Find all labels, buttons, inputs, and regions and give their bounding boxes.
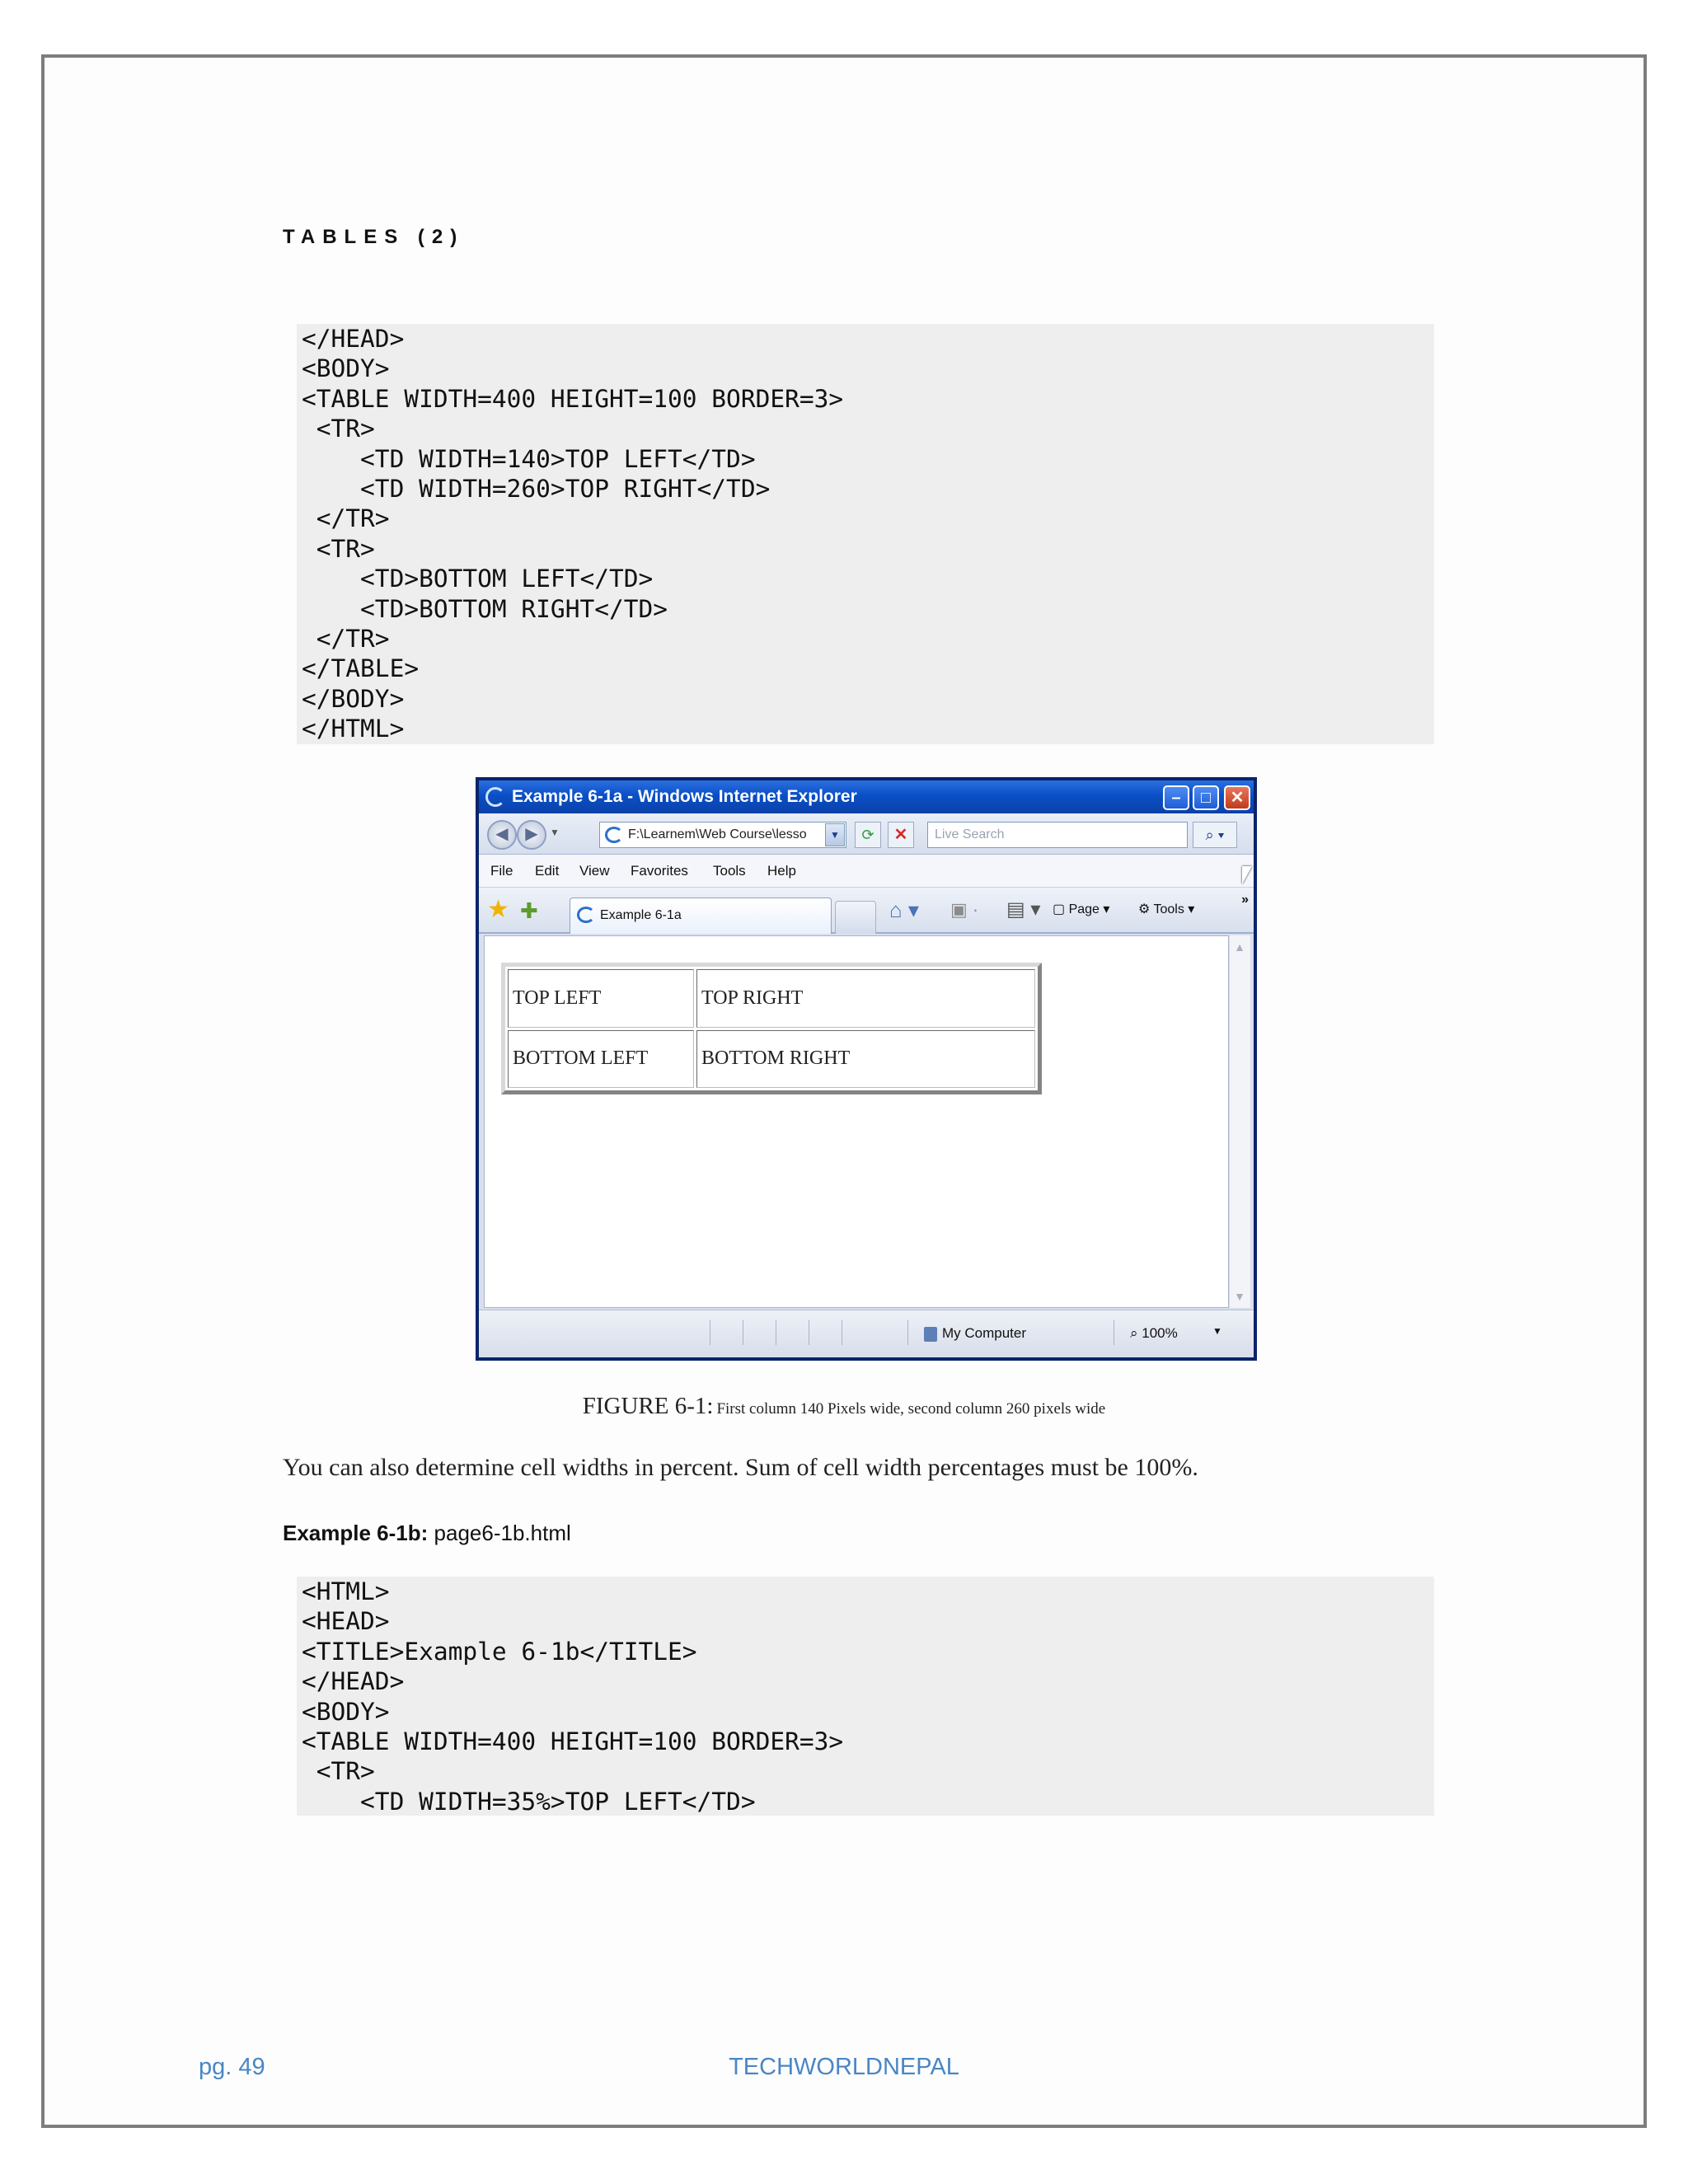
table-cell: TOP LEFT	[508, 969, 694, 1028]
ie-logo-icon	[485, 787, 505, 807]
browser-screenshot	[476, 777, 1257, 1361]
chevron-down-icon[interactable]: ▼	[550, 827, 560, 838]
code-line: <TR>	[302, 534, 375, 563]
scroll-up-icon[interactable]: ▲	[1234, 940, 1245, 954]
caption-lead: FIGURE 6-1:	[582, 1393, 714, 1419]
table-row	[508, 1030, 1035, 1089]
browser-content	[484, 935, 1229, 1308]
zoom-level[interactable]: ⌕ 100%	[1130, 1325, 1178, 1341]
menu-favorites[interactable]: Favorites	[631, 863, 688, 879]
browser-title-bar	[479, 780, 1254, 813]
zoom-value: 100%	[1142, 1325, 1178, 1341]
code-line: <TD>BOTTOM RIGHT</TD>	[302, 594, 668, 623]
table-row	[508, 969, 1035, 1028]
forward-icon[interactable]: ▶	[517, 820, 546, 850]
add-favorites-icon[interactable]: ✚	[520, 898, 538, 923]
search-icon[interactable]: ⌕ ▾	[1193, 822, 1237, 848]
print-icon[interactable]: ▤ ▾	[1006, 898, 1041, 921]
code-line: <TABLE WIDTH=400 HEIGHT=100 BORDER=3>	[302, 1727, 844, 1756]
zone-label: My Computer	[942, 1325, 1027, 1341]
code-line: </HEAD>	[302, 325, 405, 353]
home-icon[interactable]: ⌂ ▾	[889, 898, 919, 922]
code-line: <HTML>	[302, 1577, 390, 1605]
code-line: <TD WIDTH=140>TOP LEFT</TD>	[302, 444, 756, 473]
footer-site-name: TECHWORLDNEPAL	[729, 2054, 959, 2080]
table-cell: BOTTOM RIGHT	[696, 1030, 1035, 1089]
address-text: F:\Learnem\Web Course\lesso	[628, 827, 807, 841]
page-menu-label: Page	[1068, 902, 1100, 916]
section-heading: TABLES (2)	[283, 226, 465, 248]
menu-bar	[479, 855, 1254, 888]
code-line: <TITLE>Example 6-1b</TITLE>	[302, 1637, 697, 1666]
example-file: page6-1b.html	[434, 1521, 571, 1545]
tab-example[interactable]	[570, 898, 832, 934]
address-dropdown-icon[interactable]: ▼	[825, 823, 845, 846]
tools-menu-button[interactable]: ⚙ Tools ▾	[1138, 902, 1195, 916]
minimize-icon[interactable]: –	[1163, 785, 1189, 810]
table-cell: BOTTOM LEFT	[508, 1030, 694, 1089]
menu-edit[interactable]: Edit	[535, 863, 560, 879]
tab-bar	[479, 888, 1254, 934]
computer-icon	[924, 1327, 937, 1342]
scroll-down-icon[interactable]: ▼	[1234, 1290, 1245, 1303]
code-line: <TD WIDTH=35%>TOP LEFT</TD>	[302, 1787, 756, 1816]
vertical-scrollbar[interactable]	[1229, 935, 1250, 1308]
maximize-icon[interactable]: □	[1193, 785, 1219, 810]
refresh-icon[interactable]: ⟳	[855, 822, 881, 848]
stop-icon[interactable]: ✕	[888, 822, 914, 848]
chevron-down-icon[interactable]: ▼	[1212, 1325, 1222, 1337]
menu-view[interactable]: View	[579, 863, 610, 879]
page-icon	[605, 827, 623, 843]
caption-text: First column 140 Pixels wide, second column 260 pixels wide	[716, 1400, 1106, 1418]
code-line: </HTML>	[302, 715, 405, 743]
code-line: </TR>	[302, 504, 390, 533]
search-input[interactable]: Live Search	[927, 822, 1188, 848]
code-line: <HEAD>	[302, 1607, 390, 1636]
menu-tools[interactable]: Tools	[713, 863, 746, 879]
new-tab-button[interactable]	[835, 901, 876, 934]
code-block-2	[297, 1577, 1434, 1816]
favorites-star-icon[interactable]: ★	[487, 896, 509, 923]
example-title: Example 6-1b:	[283, 1521, 429, 1545]
figure-caption	[0, 1393, 1688, 1420]
code-line: </TR>	[302, 625, 390, 654]
browser-title: Example 6-1a - Windows Internet Explorer	[512, 787, 857, 806]
body-paragraph: You can also determine cell widths in percent. Sum of cell width percentages must be 100%.	[283, 1454, 1198, 1481]
status-bar	[479, 1310, 1254, 1357]
code-block-1	[297, 324, 1434, 744]
code-line: <TR>	[302, 415, 375, 443]
page-icon	[577, 907, 595, 923]
code-line: <TD>BOTTOM LEFT</TD>	[302, 565, 654, 593]
address-input[interactable]	[599, 822, 846, 848]
back-icon[interactable]: ◀	[487, 820, 517, 850]
footer-page-number: pg. 49	[199, 2054, 265, 2080]
code-line: <BODY>	[302, 1697, 390, 1726]
example-label	[283, 1521, 571, 1546]
status-divider	[907, 1320, 908, 1345]
code-line: </TABLE>	[302, 654, 420, 683]
menu-file[interactable]: File	[490, 863, 513, 879]
page-menu-button[interactable]: ▢ Page ▾	[1053, 902, 1110, 916]
code-line: </HEAD>	[302, 1667, 405, 1696]
code-line: <BODY>	[302, 354, 390, 383]
table-cell: TOP RIGHT	[696, 969, 1035, 1028]
security-zone	[924, 1325, 1026, 1342]
more-icon[interactable]: »	[1241, 893, 1249, 907]
tools-menu-label: Tools	[1153, 902, 1184, 916]
code-line: </BODY>	[302, 684, 405, 713]
mouse-cursor-icon	[1242, 866, 1252, 884]
demo-table	[501, 963, 1042, 1094]
menu-help[interactable]: Help	[767, 863, 796, 879]
tab-label: Example 6-1a	[600, 908, 682, 922]
close-icon[interactable]: ✕	[1224, 785, 1250, 810]
address-bar	[479, 813, 1254, 855]
code-line: <TABLE WIDTH=400 HEIGHT=100 BORDER=3>	[302, 384, 844, 413]
feeds-icon[interactable]: ▣ ·	[950, 899, 979, 920]
code-line: <TD WIDTH=260>TOP RIGHT</TD>	[302, 475, 771, 504]
code-line: <TR>	[302, 1757, 375, 1786]
